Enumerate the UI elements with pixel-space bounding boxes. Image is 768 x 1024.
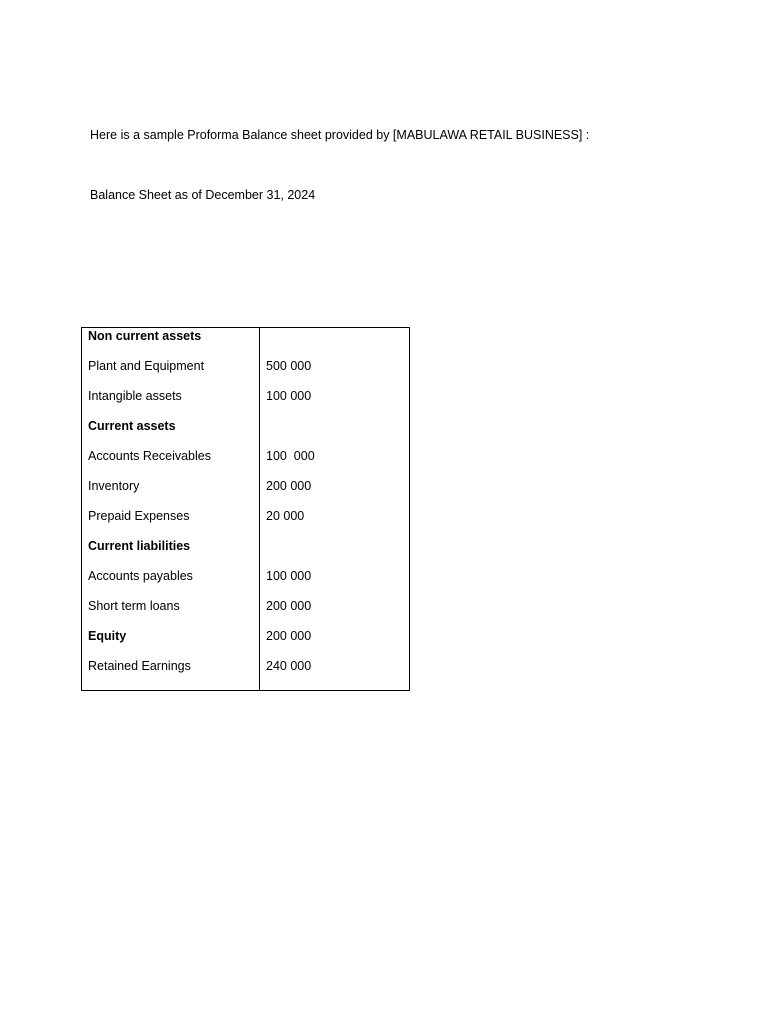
row-label: Plant and Equipment <box>88 359 205 373</box>
row-label: Intangible assets <box>88 389 182 403</box>
row-value: 200 000 <box>266 479 312 493</box>
row-label: Current assets <box>88 419 176 433</box>
row-value: 100 000 <box>266 449 315 463</box>
row-value: 100 000 <box>266 389 312 403</box>
row-value: 500 000 <box>266 359 312 373</box>
row-label: Current liabilities <box>88 539 191 553</box>
table-row <box>82 479 409 499</box>
row-label: Accounts payables <box>88 569 193 583</box>
row-value: 200 000 <box>266 629 312 643</box>
table-row <box>82 629 409 649</box>
table-row <box>82 539 409 559</box>
table-row <box>82 359 409 379</box>
row-label: Short term loans <box>88 599 180 613</box>
table-row <box>82 389 409 409</box>
row-value: 20 000 <box>266 509 305 523</box>
row-label: Retained Earnings <box>88 659 191 673</box>
sheet-title: Balance Sheet as of December 31, 2024 <box>90 188 316 202</box>
row-label: Non current assets <box>88 329 202 343</box>
table-row <box>82 509 409 529</box>
table-row <box>82 569 409 589</box>
table-row <box>82 329 409 349</box>
balance-sheet-table <box>81 327 410 691</box>
row-value: 100 000 <box>266 569 312 583</box>
table-row <box>82 659 409 679</box>
row-value: 240 000 <box>266 659 312 673</box>
row-label: Prepaid Expenses <box>88 509 190 523</box>
row-label: Equity <box>88 629 127 643</box>
row-value: 200 000 <box>266 599 312 613</box>
table-row <box>82 419 409 439</box>
table-row <box>82 449 409 469</box>
row-label: Accounts Receivables <box>88 449 211 463</box>
table-row <box>82 599 409 619</box>
intro-text: Here is a sample Proforma Balance sheet provided by [MABULAWA RETAIL BUSINESS] : <box>90 128 590 142</box>
row-label: Inventory <box>88 479 140 493</box>
